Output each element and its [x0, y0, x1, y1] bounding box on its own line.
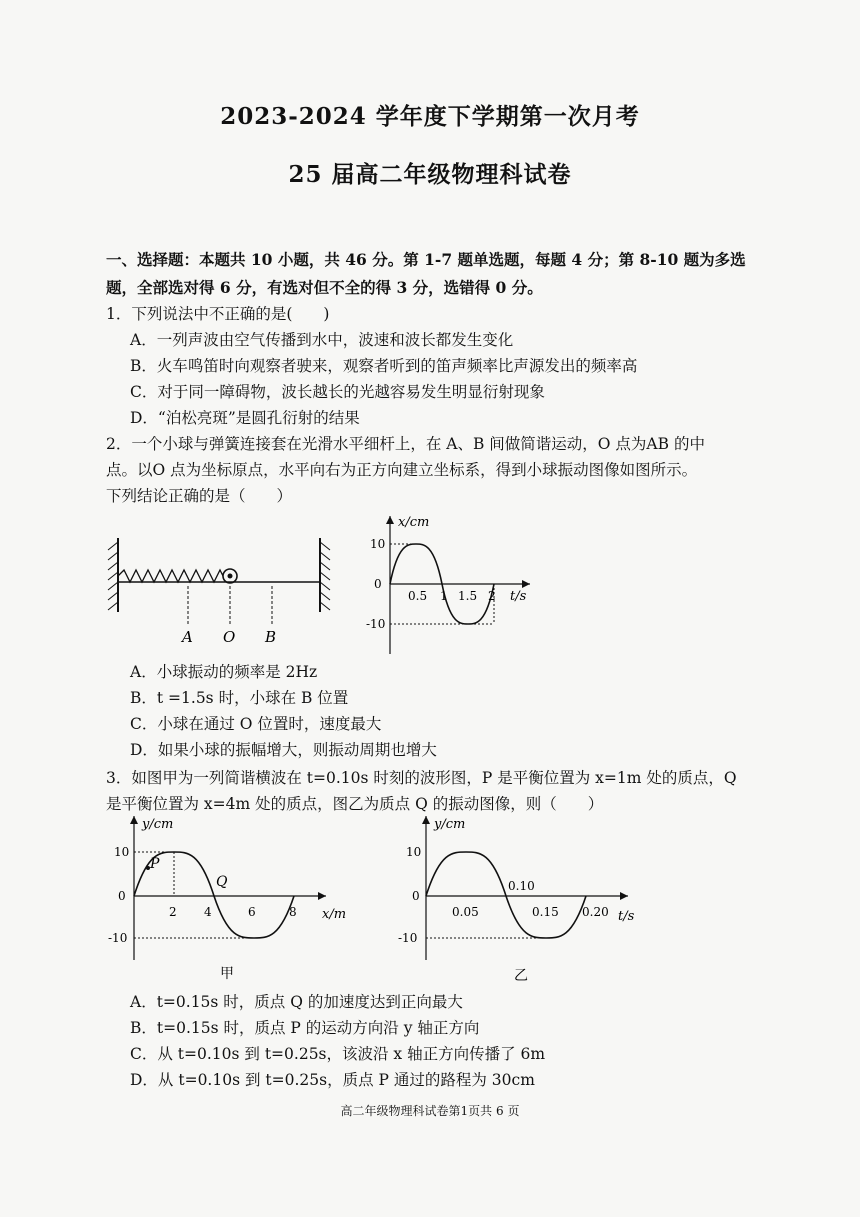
q1-option-c: C．对于同一障碍物，波长越长的光越容易发生明显衍射现象 — [130, 383, 545, 401]
x-tick-0.15: 0.15 — [532, 905, 559, 919]
label-b: B — [265, 628, 277, 646]
q2-option-c: C．小球在通过 O 位置时，速度最大 — [130, 715, 382, 733]
y-tick-10: 10 — [114, 845, 130, 859]
x-tick-2: 2 — [488, 589, 496, 603]
exam-title: 2023-2024 学年度下学期第一次月考 — [220, 103, 640, 130]
y-tick-0: 0 — [374, 577, 382, 591]
label-a: A — [182, 628, 193, 646]
y-axis-label: y/cm — [142, 817, 174, 832]
point-p-label: P — [150, 856, 160, 872]
caption-yi: 乙 — [514, 968, 528, 984]
q3-option-d: D．从 t=0.10s 到 t=0.25s，质点 P 通过的路程为 30cm — [130, 1071, 535, 1089]
q1-option-b: B．火车鸣笛时向观察者驶来，观察者听到的笛声频率比声源发出的频率高 — [130, 357, 638, 375]
q3-option-c: C．从 t=0.10s 到 t=0.25s，该波沿 x 轴正方向传播了 6m — [130, 1045, 546, 1063]
y-tick-10: 10 — [406, 845, 422, 859]
x-axis-label: x/m — [322, 907, 347, 922]
q1-option-d: D．“泊松亮斑”是圆孔衍射的结果 — [130, 409, 360, 427]
y-tick-0: 0 — [412, 889, 420, 903]
x-tick-1: 1 — [440, 589, 448, 603]
spring — [118, 570, 223, 582]
q3-option-a: A．t=0.15s 时，质点 Q 的加速度达到正向最大 — [130, 993, 463, 1011]
x-tick-0.5: 0.5 — [408, 589, 428, 603]
q2-option-b: B．t =1.5s 时，小球在 B 位置 — [130, 689, 349, 707]
x-tick-0.20: 0.20 — [582, 905, 609, 919]
q2-xt-graph — [360, 508, 540, 658]
x-axis-label: t/s — [618, 909, 635, 924]
q3-option-b: B．t=0.15s 时，质点 P 的运动方向沿 y 轴正方向 — [130, 1019, 480, 1037]
x-tick-8: 8 — [289, 905, 297, 919]
x-tick-1.5: 1.5 — [458, 589, 478, 603]
q2-option-a: A．小球振动的频率是 2Hz — [130, 663, 318, 681]
q2-stem-line3: 下列结论正确的是（ ） — [106, 487, 293, 505]
vibration-curve — [426, 852, 586, 938]
q2-stem-line2: 点。以O 点为坐标原点，水平向右为正方向建立坐标系，得到小球振动图像如图所示。 — [106, 461, 698, 479]
point-q-label: Q — [216, 874, 228, 890]
y-tick-neg10: -10 — [398, 931, 418, 945]
y-tick-10: 10 — [370, 537, 386, 551]
q2-stem-line1: 2．一个小球与弹簧连接套在光滑水平细杆上，在 A、B 间做简谐运动，O 点为AB 的中 — [106, 435, 705, 453]
x-tick-6: 6 — [248, 905, 256, 919]
q3-stem-line1: 3．如图甲为一列简谐横波在 t=0.10s 时刻的波形图，P 是平衡位置为 x=1m 处的质点，Q — [106, 769, 737, 787]
section-instructions-line2: 题，全部选对得 6 分，有选对但不全的得 3 分，选错得 0 分。 — [106, 278, 543, 297]
q2-option-d: D．如果小球的振幅增大，则振动周期也增大 — [130, 741, 437, 759]
q3-vibration-graph-b — [368, 810, 648, 988]
page-footer: 高二年级物理科试卷第1页共 6 页 — [340, 1104, 520, 1118]
y-axis-label: y/cm — [434, 817, 466, 832]
spring-oscillator-figure — [104, 530, 340, 650]
q3-wave-graph-a — [108, 810, 358, 988]
caption-jia: 甲 — [220, 966, 234, 982]
y-tick-0: 0 — [118, 889, 126, 903]
x-tick-0.10: 0.10 — [508, 879, 535, 893]
y-tick-neg10: -10 — [108, 931, 128, 945]
y-tick-neg10: -10 — [366, 617, 386, 631]
y-axis-label: x/cm — [398, 515, 430, 530]
label-o: O — [223, 628, 236, 646]
q1-option-a: A．一列声波由空气传播到水中，波速和波长都发生变化 — [130, 331, 514, 349]
x-tick-4: 4 — [204, 905, 212, 919]
exam-subtitle: 25 届高二年级物理科试卷 — [288, 161, 572, 188]
x-axis-label: t/s — [510, 589, 527, 604]
x-tick-0.05: 0.05 — [452, 905, 479, 919]
q3-stem-line2: 是平衡位置为 x=4m 处的质点，图乙为质点 Q 的振动图像，则（ ） — [106, 795, 604, 813]
q1-stem: 1．下列说法中不正确的是( ) — [106, 305, 330, 323]
section-instructions-line1: 一、选择题：本题共 10 小题，共 46 分。第 1-7 题单选题，每题 4 分；第 8-10 题为多选 — [106, 250, 746, 269]
x-tick-2: 2 — [169, 905, 177, 919]
